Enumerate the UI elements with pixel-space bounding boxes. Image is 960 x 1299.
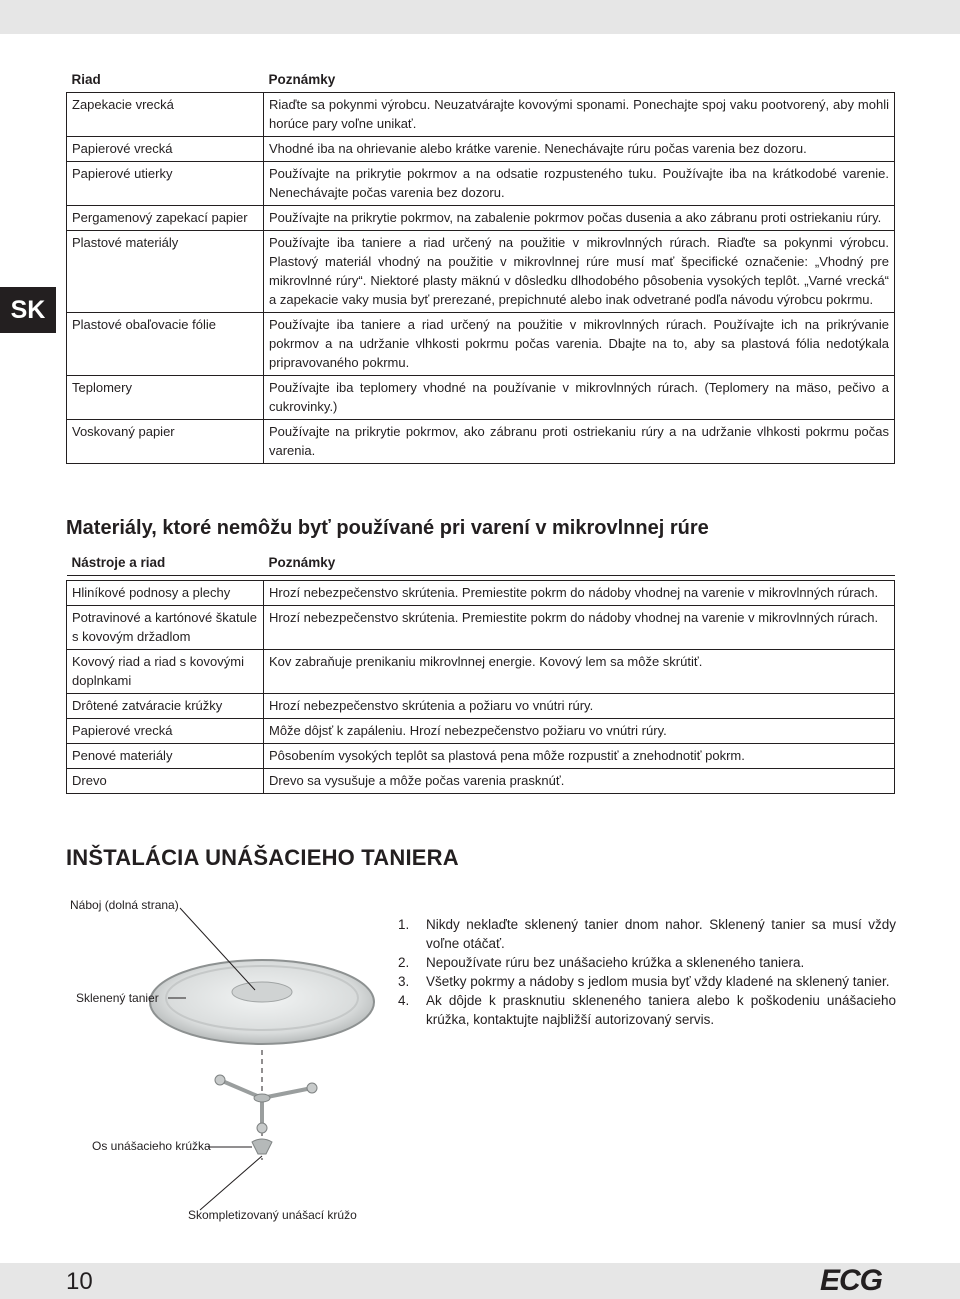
item-cell: Kovový riad a riad s kovovými doplnkami xyxy=(67,650,264,694)
section-heading-unsuitable: Materiály, ktoré nemôžu byť používané pri varení v mikrovlnnej rúre xyxy=(66,517,709,539)
step-number: 2. xyxy=(398,955,410,970)
step-number: 4. xyxy=(398,993,410,1008)
table-row xyxy=(67,694,895,719)
step-text: Nepoužívate rúru bez unášacieho krúžka a skleneného taniera. xyxy=(426,955,805,970)
table-row xyxy=(67,376,895,420)
table-row xyxy=(67,162,895,206)
table-row xyxy=(67,581,895,606)
note-cell: Používajte na prikrytie pokrmov a na odsatie rozpusteného tuku. Používajte iba na krátkodobé varenie. Nenechávajte počas varenia bez dozoru. xyxy=(264,162,895,206)
item-cell: Plastové materiály xyxy=(67,231,264,313)
table-row xyxy=(67,231,895,313)
step-text: Ak dôjde k prasknutiu skleneného taniera alebo k poškodeniu unášacieho krúžka, kontaktujte najbližší autorizovaný servis. xyxy=(426,993,896,1027)
note-cell: Kov zabraňuje prenikaniu mikrovlnnej energie. Kovový lem sa môže skrútiť. xyxy=(264,650,895,694)
note-cell: Používajte iba teplomery vhodné na používanie v mikrovlnných rúrach. (Teplomery na mäso, pečivo a cukrovinky.) xyxy=(264,376,895,420)
step-text: Nikdy neklaďte sklenený tanier dnom nahor. Sklenený tanier sa musí vždy voľne otáčať. xyxy=(426,917,896,951)
note-cell: Riaďte sa pokynmi výrobcu. Neuzatvárajte kovovými sponami. Ponechajte spoj vaku pootvorený, aby mohli horúce pary voľne unikať. xyxy=(264,93,895,137)
label-roller-ring: Skompletizovaný unášací krúžo xyxy=(188,1208,357,1222)
step-number: 1. xyxy=(398,917,410,932)
language-tab: SK xyxy=(0,287,56,333)
note-cell: Používajte na prikrytie pokrmov, ako zábranu proti ostriekaniu rúry a na udržanie vlhkosti pokrmu počas varenia. xyxy=(264,420,895,464)
table-row xyxy=(67,650,895,694)
item-cell: Potravinové a kartónové škatule s kovovým držadlom xyxy=(67,606,264,650)
turntable-illustration xyxy=(0,880,400,1240)
section-heading-installation: INŠTALÁCIA UNÁŠACIEHO TANIERA xyxy=(66,845,459,870)
footer-band xyxy=(0,1263,960,1299)
item-cell: Hliníkové podnosy a plechy xyxy=(67,581,264,606)
roller-ring-shape xyxy=(215,1075,317,1133)
note-cell: Drevo sa vysušuje a môže počas varenia prasknúť. xyxy=(264,769,895,794)
note-cell: Pôsobením vysokých teplôt sa plastová pena môže rozpustiť a znehodnotiť pokrm. xyxy=(264,744,895,769)
item-cell: Voskovaný papier xyxy=(67,420,264,464)
note-cell: Hrozí nebezpečenstvo skrútenia. Premiestite pokrm do nádoby vhodnej na varenie v mikrovlnných rúrach. xyxy=(264,606,895,650)
column-header-item: Riad xyxy=(67,68,264,93)
label-hub: Náboj (dolná strana) xyxy=(70,898,179,912)
label-roller-axis: Os unášacieho krúžka xyxy=(92,1139,211,1153)
table-row xyxy=(67,313,895,376)
page-number: 10 xyxy=(66,1268,93,1295)
table-row xyxy=(67,137,895,162)
label-glass-tray: Sklenený tanier xyxy=(76,991,159,1005)
note-cell: Vhodné iba na ohrievanie alebo krátke varenie. Nenechávajte rúru počas varenia bez dozoru. xyxy=(264,137,895,162)
table-header-row xyxy=(67,551,895,576)
column-header-tools: Nástroje a riad xyxy=(67,551,264,576)
table-row xyxy=(67,744,895,769)
step-number: 3. xyxy=(398,974,410,989)
column-header-notes: Poznámky xyxy=(264,68,895,93)
unsuitable-materials-table xyxy=(66,551,895,794)
item-cell: Papierové vrecká xyxy=(67,719,264,744)
table-header-row xyxy=(67,68,895,93)
item-cell: Drevo xyxy=(67,769,264,794)
note-cell: Používajte na prikrytie pokrmov, na zabalenie pokrmov počas dusenia a ako zábranu proti ostriekaniu rúry. xyxy=(264,206,895,231)
item-cell: Drôtené zatváracie krúžky xyxy=(67,694,264,719)
item-cell: Papierové vrecká xyxy=(67,137,264,162)
note-cell: Hrozí nebezpečenstvo skrútenia. Premiestite pokrm do nádoby vhodnej na varenie v mikrovlnných rúrach. xyxy=(264,581,895,606)
item-cell: Plastové obaľovacie fólie xyxy=(67,313,264,376)
column-header-notes: Poznámky xyxy=(264,551,895,576)
table-row xyxy=(67,606,895,650)
list-item xyxy=(398,915,896,953)
list-item xyxy=(398,953,896,972)
table-row xyxy=(67,719,895,744)
brand-logo: ECG xyxy=(819,1264,882,1297)
list-item xyxy=(398,972,896,991)
note-cell: Môže dôjsť k zapáleniu. Hrozí nebezpečenstvo požiaru vo vnútri rúry. xyxy=(264,719,895,744)
item-cell: Penové materiály xyxy=(67,744,264,769)
roller-axis-shape xyxy=(252,1139,272,1154)
item-cell: Papierové utierky xyxy=(67,162,264,206)
note-cell: Používajte iba taniere a riad určený na použitie v mikrovlnných rúrach. Riaďte sa pokynmi výrobcu. Plastový materiál vhodný na použitie v mikrovlnnej rúre musí mať špecifické označenie: „Vhodný pre mikrovlnné rúry“. Niektoré plasty mäknú v dôsledku dlhodobého pôsobenia vysokých teplôt. „Varné vrecká“ a zapekacie vaky musia byť prerezané, prepichnuté alebo inak odvetrané podľa návodu výrobcu pokrmu. xyxy=(264,231,895,313)
suitable-materials-table xyxy=(66,68,895,464)
header-band xyxy=(0,0,960,34)
list-item xyxy=(398,991,896,1029)
note-cell: Hrozí nebezpečenstvo skrútenia a požiaru vo vnútri rúry. xyxy=(264,694,895,719)
table-row xyxy=(67,206,895,231)
item-cell: Zapekacie vrecká xyxy=(67,93,264,137)
table-row xyxy=(67,769,895,794)
note-cell: Používajte iba taniere a riad určený na použitie v mikrovlnných rúrach. Používajte ich na prikrývanie pokrmov a na udržanie vlhkosti pokrmu počas varenia. Dbajte na to, aby sa plastová fólia nedotýkala pripravovaného pokrmu. xyxy=(264,313,895,376)
table-row xyxy=(67,93,895,137)
item-cell: Teplomery xyxy=(67,376,264,420)
installation-steps xyxy=(398,915,896,1029)
item-cell: Pergamenový zapekací papier xyxy=(67,206,264,231)
step-text: Všetky pokrmy a nádoby s jedlom musia byť vždy kladené na sklenený tanier. xyxy=(426,974,890,989)
table-row xyxy=(67,420,895,464)
